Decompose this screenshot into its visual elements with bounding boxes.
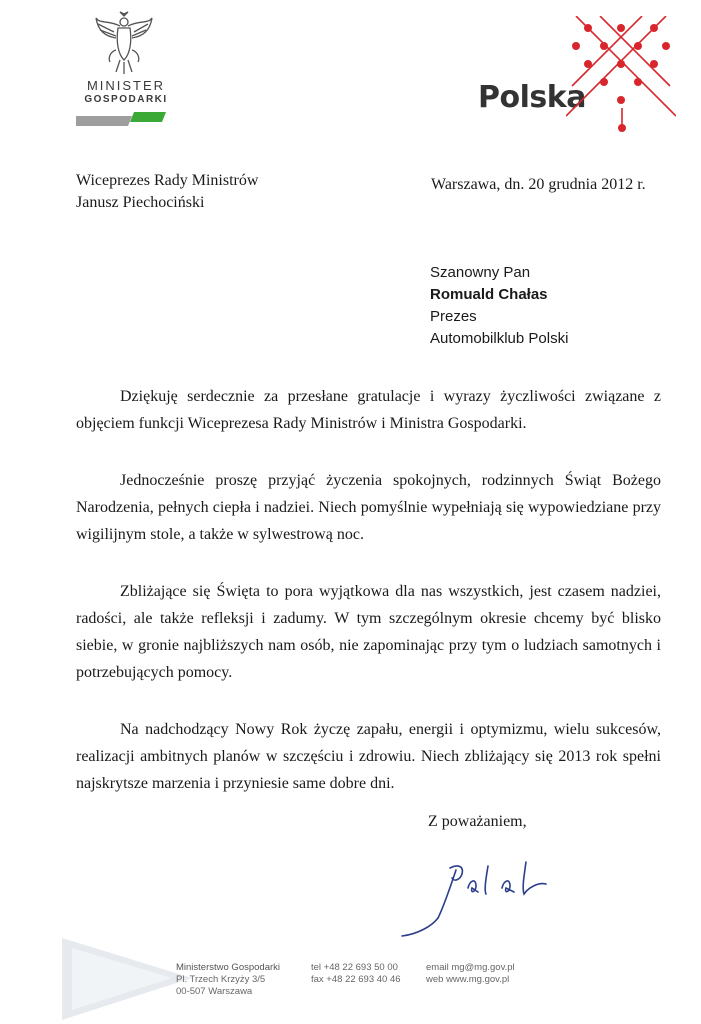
footer-org-name: Ministerstwo Gospodarki	[176, 962, 281, 973]
closing-phrase: Z poważaniem,	[428, 813, 527, 830]
letter-date: Warszawa, dn. 20 grudnia 2012 r.	[431, 176, 646, 193]
footer-web: web www.mg.gov.pl	[426, 974, 510, 985]
ministry-logo-line2: GOSPODARKI	[84, 94, 168, 105]
sender-title: Wiceprezes Rady Ministrów	[76, 172, 259, 189]
footer-email: email mg@mg.gov.pl	[426, 962, 515, 973]
handwritten-signature	[398, 848, 558, 938]
sender-block	[76, 170, 258, 214]
polska-pattern-icon	[566, 16, 676, 136]
recipient-organization: Automobilklub Polski	[430, 330, 569, 347]
footer-watermark-icon	[62, 938, 192, 1020]
footer-fax: fax +48 22 693 40 46	[311, 974, 401, 985]
recipient-salutation: Szanowny Pan	[430, 264, 531, 281]
eagle-emblem-icon	[94, 10, 154, 76]
ministry-color-bar	[76, 112, 166, 126]
letter-body	[76, 383, 661, 827]
footer-online	[426, 962, 515, 986]
footer-street: Pl. Trzech Krzyży 3/5	[176, 974, 266, 985]
body-paragraph-1: Dziękuję serdecznie za przesłane gratulacje i wyrazy życzliwości związane z objęciem funkcji Wiceprezesa Rady Ministrów i Ministra Gospodarki.	[76, 388, 661, 432]
recipient-name: Romuald Chałas	[430, 286, 548, 303]
footer-phone	[311, 962, 401, 986]
recipient-position: Prezes	[430, 308, 477, 325]
polska-brand-logo	[478, 16, 678, 136]
footer-address	[176, 962, 280, 998]
recipient-block	[430, 262, 568, 350]
polska-wordmark: Polska	[478, 80, 586, 115]
body-paragraph-2: Jednocześnie proszę przyjąć życzenia spokojnych, rodzinnych Świąt Bożego Narodzenia, pełnych ciepła i nadziei. Niech pomyślnie wypełniają się wypowiedziane przy wigilijnym stole, a także w sylwestrową noc.	[76, 472, 661, 543]
sender-name: Janusz Piechociński	[76, 194, 205, 211]
body-paragraph-3: Zbliżające się Święta to pora wyjątkowa dla nas wszystkich, jest czasem nadziei, radości, ale także refleksji i zadumy. W tym szczególnym okresie chcemy być blisko siebie, w gronie najbliższych nam osób, nie zapominając przy tym o ludziach samotnych i potrzebujących pomocy.	[76, 583, 661, 681]
footer-tel: tel +48 22 693 50 00	[311, 962, 398, 973]
footer-city: 00-507 Warszawa	[176, 986, 253, 997]
body-paragraph-4: Na nadchodzący Nowy Rok życzę zapału, energii i optymizmu, wielu sukcesów, realizacji ambitnych planów w szczęściu i zdrowiu. Niech zbliżający się 2013 rok spełni najskrytsze marzenia i przyniesie same dobre dni.	[76, 721, 661, 792]
ministry-logo-line1: MINISTER	[86, 78, 166, 93]
